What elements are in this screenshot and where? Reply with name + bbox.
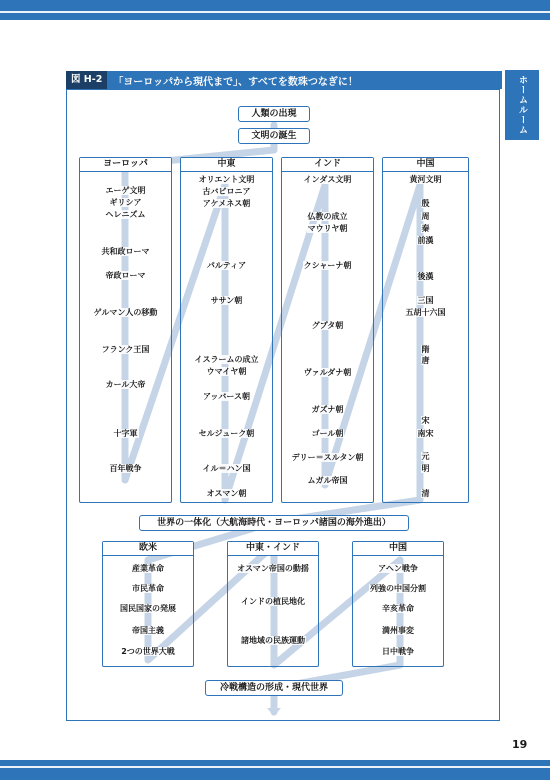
event-sixteen-kingdoms: 五胡十六国 [405,308,446,317]
event-aegean: エーゲ文明 [105,186,146,195]
event-qing: 清 [421,489,430,498]
event-delhi-sultanate: デリー＝スルタン朝 [291,453,364,462]
event-umayyad: ウマイヤ朝 [206,367,247,376]
column-europe [79,157,172,503]
event-charlemagne: カール大帝 [105,380,146,389]
event-buddhism: 仏教の成立 [307,212,348,221]
figure-title: 「ヨーロッパから現代まで」、すべてを数珠つなぎに！ [113,76,358,88]
column-india [281,157,374,503]
column-header-europe: ヨーロッパ [80,158,171,172]
event-orient-civilization: オリエント文明 [198,175,255,184]
event-germanic-migration: ゲルマン人の移動 [93,308,158,317]
column-china [382,157,469,503]
event-ming: 明 [421,464,430,473]
event-two-world-wars: 2つの世界大戦 [121,647,175,656]
box-cold-war-modern: 冷戦構造の形成・現代世界 [205,680,343,696]
top-decorative-bar [0,0,550,20]
event-national-movements: 諸地域の民族運動 [241,636,305,645]
event-roman-empire: 帝政ローマ [105,271,146,280]
event-india-colonization: インドの植民地化 [241,597,305,606]
event-song: 宋 [421,416,430,425]
event-abbasid: アッバース朝 [202,392,251,401]
event-roman-republic: 共和政ローマ [101,247,150,256]
column-header-china: 中国 [383,158,468,172]
event-nation-states: 国民国家の発展 [120,604,176,613]
event-crusades: 十字軍 [113,429,138,438]
column-west [102,541,194,667]
figure-number: 図 H-2 [66,71,107,89]
event-rise-of-islam: イスラームの成立 [194,355,259,364]
column-china-modern [352,541,444,667]
event-ilkhanate: イル＝ハン国 [202,464,251,473]
column-header-middle-east: 中東 [181,158,272,172]
event-civil-revolution: 市民革命 [132,584,164,593]
page-number: 19 [512,738,528,751]
bottom-decorative-bar [0,760,550,780]
box-human-appearance: 人類の出現 [238,106,310,122]
event-kushan: クシャーナ朝 [303,261,352,270]
box-world-integration: 世界の一体化（大航海時代・ヨーロッパ諸国の海外進出） [139,515,409,531]
event-former-han: 前漢 [417,236,434,245]
event-yuan: 元 [421,452,430,461]
event-zhou: 周 [421,212,430,221]
event-seljuk: セルジューク朝 [198,429,255,438]
event-ottoman-decline: オスマン帝国の動揺 [237,564,309,573]
column-mideast-india [227,541,319,667]
event-xinhai-revolution: 辛亥革命 [382,604,414,613]
event-later-han: 後漢 [417,272,434,281]
event-partition-of-china: 列強の中国分割 [370,584,426,593]
event-sui: 隋 [421,345,430,354]
column-header-india: インド [282,158,373,172]
event-mughal: ムガル帝国 [307,476,348,485]
event-sasanian: ササン朝 [210,296,243,305]
event-imperialism: 帝国主義 [132,626,164,635]
column-header-west: 欧米 [103,542,193,556]
box-birth-of-civilization: 文明の誕生 [238,128,310,144]
side-tab-homeroom: ホームルーム [505,70,539,140]
event-ghaznavid: ガズナ朝 [311,405,344,414]
event-greece: ギリシア [109,198,142,207]
event-vardhana: ヴァルダナ朝 [303,368,352,377]
event-maurya: マウリヤ朝 [307,224,348,233]
figure-header [66,71,502,89]
event-frankish-kingdom: フランク王国 [101,345,150,354]
event-sino-japanese-war: 日中戦争 [382,647,414,656]
event-hellenism: ヘレニズム [105,210,146,219]
event-tang: 唐 [421,356,430,365]
event-industrial-revolution: 産業革命 [132,564,164,573]
event-qin: 秦 [421,224,430,233]
event-manchurian-incident: 満州事変 [382,626,414,635]
event-ghurid: ゴール朝 [311,429,344,438]
event-old-babylon: 古バビロニア [202,187,251,196]
event-parthia: パルティア [206,261,247,270]
event-gupta: グプタ朝 [311,321,344,330]
column-header-mideast-india: 中東・インド [228,542,318,556]
event-three-kingdoms: 三国 [417,296,434,305]
event-shang: 殷 [421,199,430,208]
event-ottoman: オスマン朝 [206,489,247,498]
event-hundred-years-war: 百年戦争 [109,464,142,473]
event-southern-song: 南宋 [417,429,434,438]
event-achaemenid: アケメネス朝 [202,199,251,208]
event-opium-war: アヘン戦争 [378,564,418,573]
event-yellow-river: 黄河文明 [409,175,442,184]
column-middle-east [180,157,273,503]
event-indus: インダス文明 [303,175,352,184]
column-header-china-modern: 中国 [353,542,443,556]
